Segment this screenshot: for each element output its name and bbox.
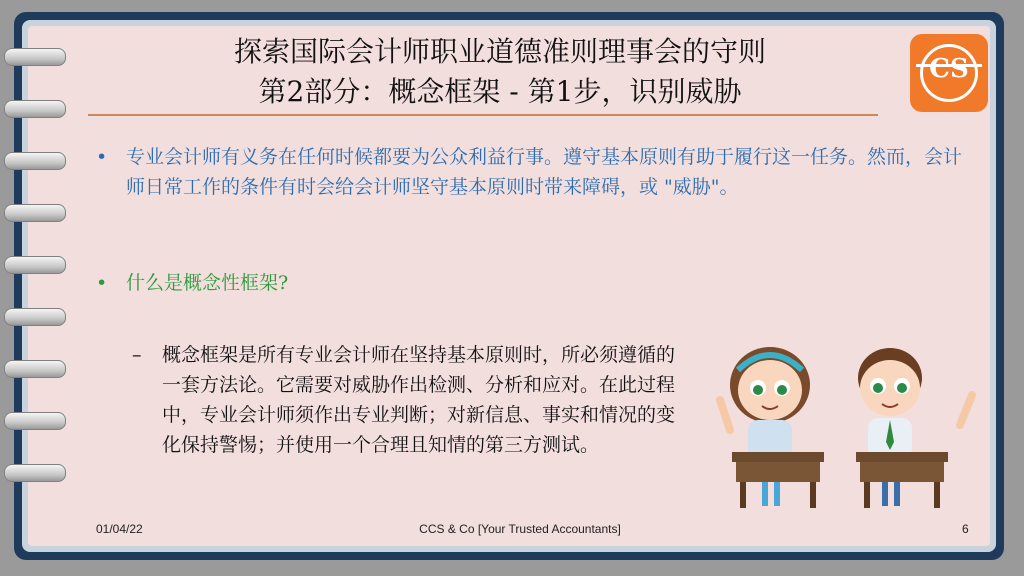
- logo-text: CS: [929, 54, 969, 84]
- spiral-ring: [4, 308, 66, 326]
- bullet-text: 什么是概念性框架?: [126, 272, 289, 294]
- footer-page-number: 6: [962, 522, 969, 536]
- footer-date: 01/04/22: [96, 522, 143, 536]
- spiral-ring: [4, 412, 66, 430]
- girl-figure: [720, 347, 824, 508]
- title-divider: [88, 114, 878, 116]
- bullet-marker: •: [96, 146, 108, 168]
- bullet-marker: •: [96, 272, 108, 294]
- bullet-text: 专业会计师有义务在任何时候都要为公众利益行事。遵守基本原则有助于履行这一任务。然而，会计师日常工作的条件有时会给会计师坚守基本原则时带来障碍，或 "威胁"。: [126, 146, 963, 198]
- students-illustration: [710, 330, 980, 510]
- spiral-ring: [4, 256, 66, 274]
- boy-figure: [856, 348, 972, 508]
- title-line-2: 第2部分：概念框架 - 第1步，识别威胁: [258, 75, 742, 108]
- ccs-logo: [910, 34, 988, 112]
- sub-bullet-marker: –: [132, 344, 142, 366]
- slide-title: [150, 32, 850, 112]
- spiral-ring: [4, 464, 66, 482]
- spiral-ring: [4, 100, 66, 118]
- footer-company: CCS & Co [Your Trusted Accountants]: [419, 522, 621, 536]
- spiral-ring: [4, 360, 66, 378]
- sub-bullet-text: 概念框架是所有专业会计师在坚持基本原则时，所必须遵循的一套方法论。它需要对威胁作出检测、分析和应对。在此过程中，专业会计师须作出专业判断；对新信息、事实和情况的变化保持警惕；并使用一个合理且知情的第三方测试。: [162, 344, 676, 456]
- spiral-ring: [4, 48, 66, 66]
- spiral-ring: [4, 152, 66, 170]
- title-line-1: 探索国际会计师职业道德准则理事会的守则: [233, 35, 766, 68]
- spiral-ring: [4, 204, 66, 222]
